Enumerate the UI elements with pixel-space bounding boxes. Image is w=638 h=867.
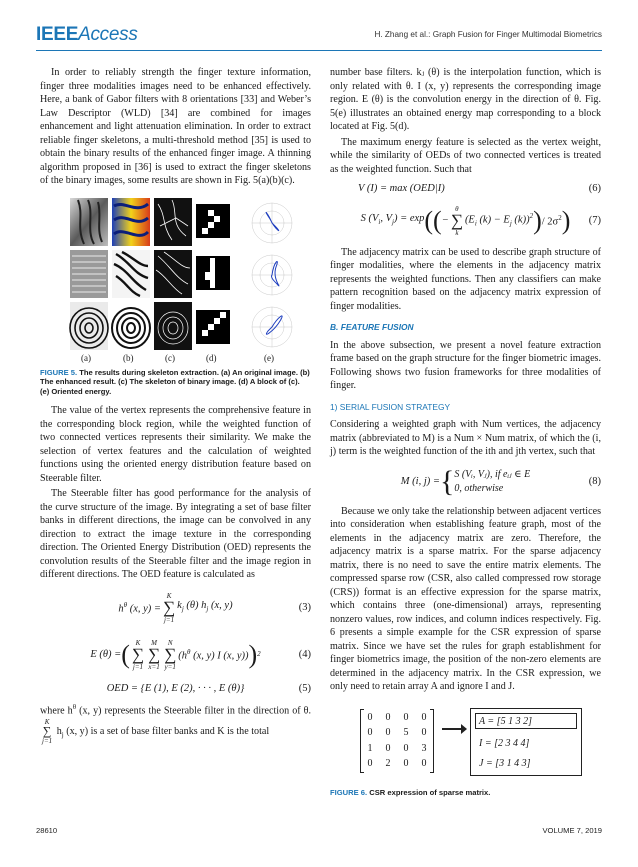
figure-6-caption: FIGURE 6. CSR expression of sparse matrix. [330, 787, 491, 797]
figure-5 [40, 196, 311, 364]
panel-label: (e) [264, 352, 274, 363]
paragraph: The maximum energy feature is selected as the vertex weight, while the similarity of OEDs of two connected vertices is treated as the weighted function. Such that [330, 136, 601, 175]
array-a: A = [5 1 3 2] [479, 715, 532, 727]
csr-arrays [470, 708, 582, 776]
paragraph: Because we only take the relationship between adjacent vertices into consideration when establishing feature graph, most of the elements in the adjacency matrix are zero. Therefore, the adjacency matrix is a sparse matrix. For the sparse adjacency matrix, there is no need to save the entire matrix elements. The compressed sparse row (CSR, also called compressed row storage (CRS)) format is an effective expression for the sparse matrix, which contains three (one-dimensional) arrays, representing nonzero values, row indices, and column indices respectively. Fig. 6 presents a simple example for the CSR expression of sparse matrix. Since we have set the rules for graph establishment for finger biometrics image, the position of the non-zero elements are determined in the adjacency matrix. In the CSR expression, we only need to retain array A and ignore I and J. [330, 505, 601, 692]
panel-label: (c) [165, 352, 175, 363]
skeleton-image-1 [154, 198, 192, 246]
row-1-images [70, 198, 230, 246]
page-footer [36, 826, 602, 835]
paragraph: The adjacency matrix can be used to describe graph structure of finger modalities, where the elements in the adjacency matrix represents the weighted functions. Then any classifiers can make pattern recognition based on the adjacency matrix expression of finger modalities. [330, 246, 601, 312]
page-number: 28610 [36, 826, 58, 835]
section-heading: B. FEATURE FUSION [330, 322, 414, 332]
matrix-row: 1 0 0 3 [367, 742, 427, 754]
page-header [36, 24, 602, 46]
equation-6: V (I) = max (OED|I) (6) [358, 183, 601, 194]
panel-label: (b) [123, 352, 134, 363]
panel-label: (a) [81, 352, 91, 363]
block-image-1 [196, 204, 230, 238]
paragraph: The value of the vertex represents the comprehensive feature in the corresponding block region, while the weighted function of two connected vertices represents their similarity. We make the selection of vertex features and the calculation of weighted functions using the oriented energy distribution feature based on Steerable filter. [40, 405, 311, 484]
arrow-icon [442, 728, 462, 730]
paragraph: where $h^\theta$ (x, y) represents the Steerable filter in the direction of θ. K ∑ j=1 $h_j$ (x, y) is a set of base filter banks and K is the total [40, 703, 311, 746]
figure-5-panel-labels [40, 352, 311, 364]
running-head: H. Zhang et al.: Graph Fusion for Finger Multimodal Biometrics [374, 30, 602, 39]
polar-plots [252, 203, 292, 347]
matrix-row: 0 0 5 0 [367, 727, 427, 738]
subsection-heading: 1) SERIAL FUSION STRATEGY [330, 401, 451, 412]
row-2-images [70, 250, 230, 298]
paragraph: number base filters. kⱼ (θ) is the interpolation function, which is only related with θ. I (x, y) represents the corresponding image region. E (θ) is the convolution energy in the direction of θ. Fig. 5(e) illustrates an obtained energy map corresponding to a block located at Fig. 5(d). [330, 67, 601, 132]
right-column [330, 66, 601, 805]
figure-5-image-grid [40, 196, 311, 352]
row-3-images [70, 302, 230, 350]
ieee-access-logo: IEEEAccess [36, 24, 138, 45]
figure-5-caption: FIGURE 5. The results during skeleton extraction. (a) An original image. (b) The enhanced result. (c) The skeleton of binary image. (d) A block of (c). (e) Oriented energy. [40, 367, 310, 396]
header-rule [36, 50, 602, 51]
equation-5: OED = {E (1), E (2), · · · , E (θ)} (5) [106, 682, 311, 694]
paragraph: The Steerable filter has good performance for the analysis of the curve structure of the image. By integrating a set of base filter banks in different directions, the image can be convolved in any direction to extract the image texture in the corresponding direction. The Oriented Energy Distribution (OED) represents the convolution results of the Steerable filter and the image region in different directions. The OED feature is calculated as [40, 488, 311, 581]
equation-4: E (θ) = ( K ∑ j=1 M ∑ x=1 N ∑ y=1 ($h^\theta$ (x, y) I (x, y)) ) 2 (4) [90, 638, 311, 671]
equation-8: M (i, j) = { S (Vᵢ, Vⱼ), if eᵢⱼ ∈ E 0, otherwise (8) [400, 464, 601, 498]
matrix-row: 0 0 0 0 [367, 711, 427, 723]
left-column [40, 66, 311, 747]
equation-3: $h^\theta$ (x, y) = K ∑ j=1 $k_j$ (θ) $h_j$ (x, y) (3) [118, 591, 311, 624]
figure-6 [330, 704, 601, 784]
paragraph: Considering a weighted graph with Num vertices, the adjacency matrix (abbreviated to M) is a Num × Num matrix, of which the (i, j) term is the weighted function of the ith and jth vertex, such that [330, 419, 601, 457]
skeleton-image-3 [154, 302, 192, 350]
volume-info: VOLUME 7, 2019 [542, 826, 602, 835]
array-i: I = [2 3 4 4] [479, 737, 530, 749]
panel-label: (d) [206, 352, 217, 363]
equation-7: S ($V_i$, $V_j) = \exp$ (( − θ ∑ k ($E_i$ $(k) - E_j$ (k))$^2$ ) / $2\sigma^2$ ) (7) [360, 204, 601, 237]
sparse-matrix [360, 710, 434, 772]
paragraph: In order to reliably strength the finger texture information, finger three modalities images need to be enhanced effectively. Here, a bank of Gabor filters with 8 orientations [33] and Weber’s Law Descriptor (WLD) [34] are combined for images enhancement and light attenuation elimination. In order to extract reliable finger skeletons, a multi-threshold method [35] is used to obtain the binary results of the enhanced finger image. A thinning algorithm proposed in [36] is used to extract the finger skeletons of the binary images, some results are shown in Fig. 5(a)(b)(c). [40, 67, 311, 186]
paragraph: In the above subsection, we present a novel feature extraction frame based on the graph structure for the finger biometric images. Following shows two fusion frameworks for three modalities of finger. [330, 339, 601, 391]
array-j: J = [3 1 4 3] [479, 757, 531, 769]
matrix-row: 0 2 0 0 [367, 758, 427, 769]
